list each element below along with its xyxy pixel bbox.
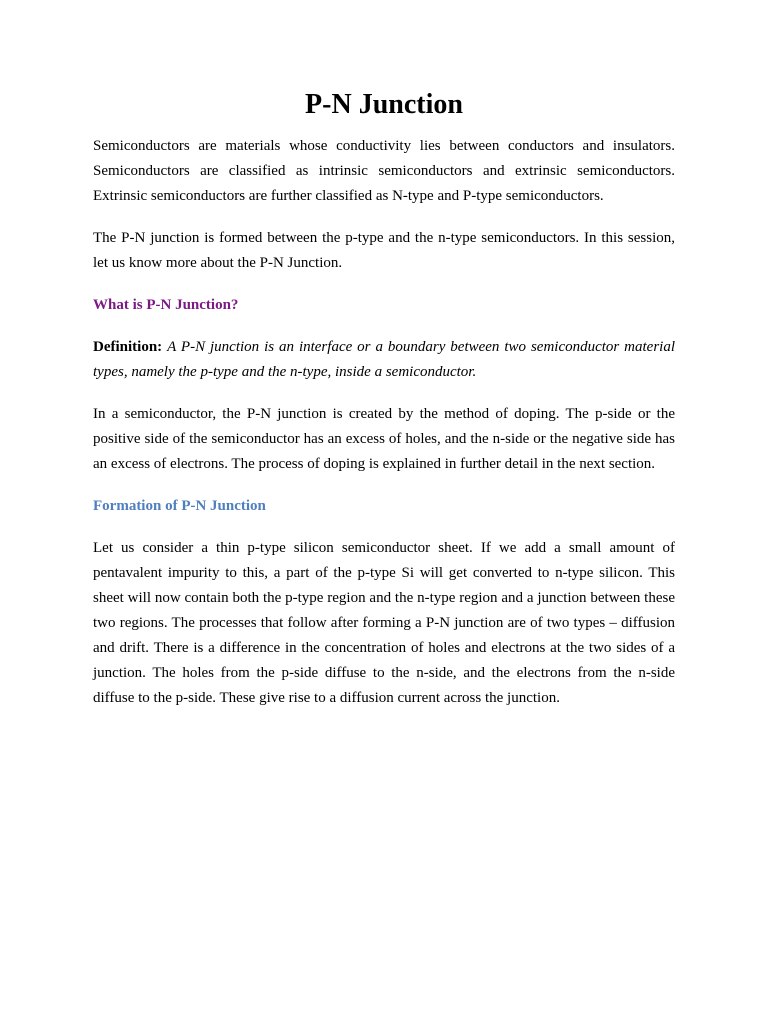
junction-intro-paragraph: The P-N junction is formed between the p-type and the n-type semiconductors. In this session, let us know more about the P-N Junction. xyxy=(93,230,675,271)
intro-paragraph: Semiconductors are materials whose conductivity lies between conductors and insulators. Semiconductors are classified as intrinsic semiconductors and extrinsic semiconductors. Extrinsic semiconductors are further classified as N-type and P-type semiconductors. xyxy=(93,138,675,204)
section-heading-what-is: What is P-N Junction? xyxy=(93,297,239,313)
doping-paragraph: In a semiconductor, the P-N junction is created by the method of doping. The p-side or the positive side of the semiconductor has an excess of holes, and the n-side or the negative side has an excess of electrons. The process of doping is explained in further detail in the next section. xyxy=(93,406,675,472)
page-title: P-N Junction xyxy=(305,89,463,120)
document-page xyxy=(93,84,675,711)
section-heading-formation: Formation of P-N Junction xyxy=(93,498,266,514)
definition-label: Definition: xyxy=(93,339,163,355)
definition-text: A P-N junction is an interface or a boundary between two semiconductor material types, namely the p-type and the n-type, inside a semiconductor. xyxy=(93,339,676,380)
definition-paragraph xyxy=(93,335,675,385)
formation-paragraph: Let us consider a thin p-type silicon semiconductor sheet. If we add a small amount of pentavalent impurity to this, a part of the p-type Si will get converted to n-type silicon. This sheet will now contain both the p-type region and the n-type region and a junction between these two regions. The processes that follow after forming a P-N junction are of two types – diffusion and drift. There is a difference in the concentration of holes and electrons at the two sides of a junction. The holes from the p-side diffuse to the n-side, and the electrons from the n-side diffuse to the p-side. These give rise to a diffusion current across the junction. xyxy=(93,540,675,706)
